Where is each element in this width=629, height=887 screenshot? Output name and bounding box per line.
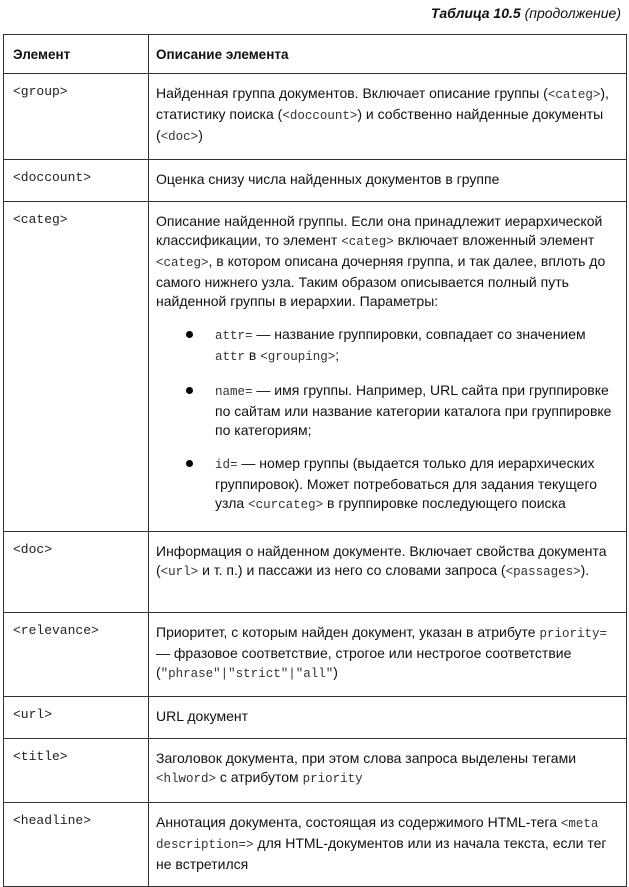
element-description: Описание найденной группы. Если она принадлежит иерархической классификации, то элемент <categ> включает вложенный элемент <categ>, в котором описана дочерняя группа, и так далее, вплоть до самого нижнего узла. Таким образом описывается полный путь найденной группы в иерархии. Параметры: attr= — название группировки, совпадает со значением attr в <grouping>; name= — имя группы. Например, URL сайта при группировке по сайтам или название категории каталога при группировке по категориям; id= — номер группы (выдается только для иерархических группировок). Может потребоваться для задания текущего узла <curcateg> в группировке последующего поиска [149,202,627,532]
element-name: <group> [4,74,149,160]
element-description: Информация о найденном документе. Включает свойства документа (<url> и т. п.) и пассажи из него со словами запроса (<passages>). [149,532,627,613]
column-header-description: Описание элемента [149,35,627,74]
element-name: <doc> [4,532,149,613]
parameter-list [156,325,614,515]
table-row [4,697,627,739]
list-item: name= — имя группы. Например, URL сайта при группировке по сайтам или название категории каталога при группировке по категориям; [156,381,614,440]
element-description: URL документ [149,697,627,739]
element-description: Оценка снизу числа найденных документов в группе [149,160,627,202]
element-name: <categ> [4,202,149,532]
bullet-icon [186,460,193,467]
column-header-element: Элемент [4,35,149,74]
element-name: <relevance> [4,613,149,697]
element-description: Аннотация документа, состоящая из содержимого HTML-тега <meta description=> для HTML-документов или из начала текста, если тег не встретился [149,803,627,887]
bullet-icon [186,331,193,338]
table-caption [431,5,621,21]
table-row [4,160,627,202]
element-description: Найденная группа документов. Включает описание группы (<categ>), статистику поиска (<doccount>) и собственно найденные документы (<doc>) [149,74,627,160]
continuation-note: (продолжение) [524,5,621,21]
table-row [4,613,627,697]
list-item: id= — номер группы (выдается только для иерархических группировок). Может потребоваться для задания текущего узла <curcateg> в группировке последующего поиска [156,454,614,515]
bullet-icon [186,387,193,394]
table-row [4,202,627,532]
element-description: Заголовок документа, при этом слова запроса выделены тегами <hlword> с атрибутом priority [149,739,627,803]
element-name: <headline> [4,803,149,887]
element-name: <doccount> [4,160,149,202]
element-description: Приоритет, с которым найден документ, указан в атрибуте priority= — фразовое соответствие, строгое или нестрогое соответствие ("phrase"|"strict"|"all") [149,613,627,697]
elements-table [3,34,627,887]
list-item: attr= — название группировки, совпадает со значением attr в <grouping>; [156,325,614,367]
table-row [4,532,627,613]
element-name: <title> [4,739,149,803]
table-row [4,739,627,803]
table-row [4,803,627,887]
element-name: <url> [4,697,149,739]
table-number: Таблица 10.5 [430,5,521,21]
table-header-row [4,35,627,74]
table-row [4,74,627,160]
